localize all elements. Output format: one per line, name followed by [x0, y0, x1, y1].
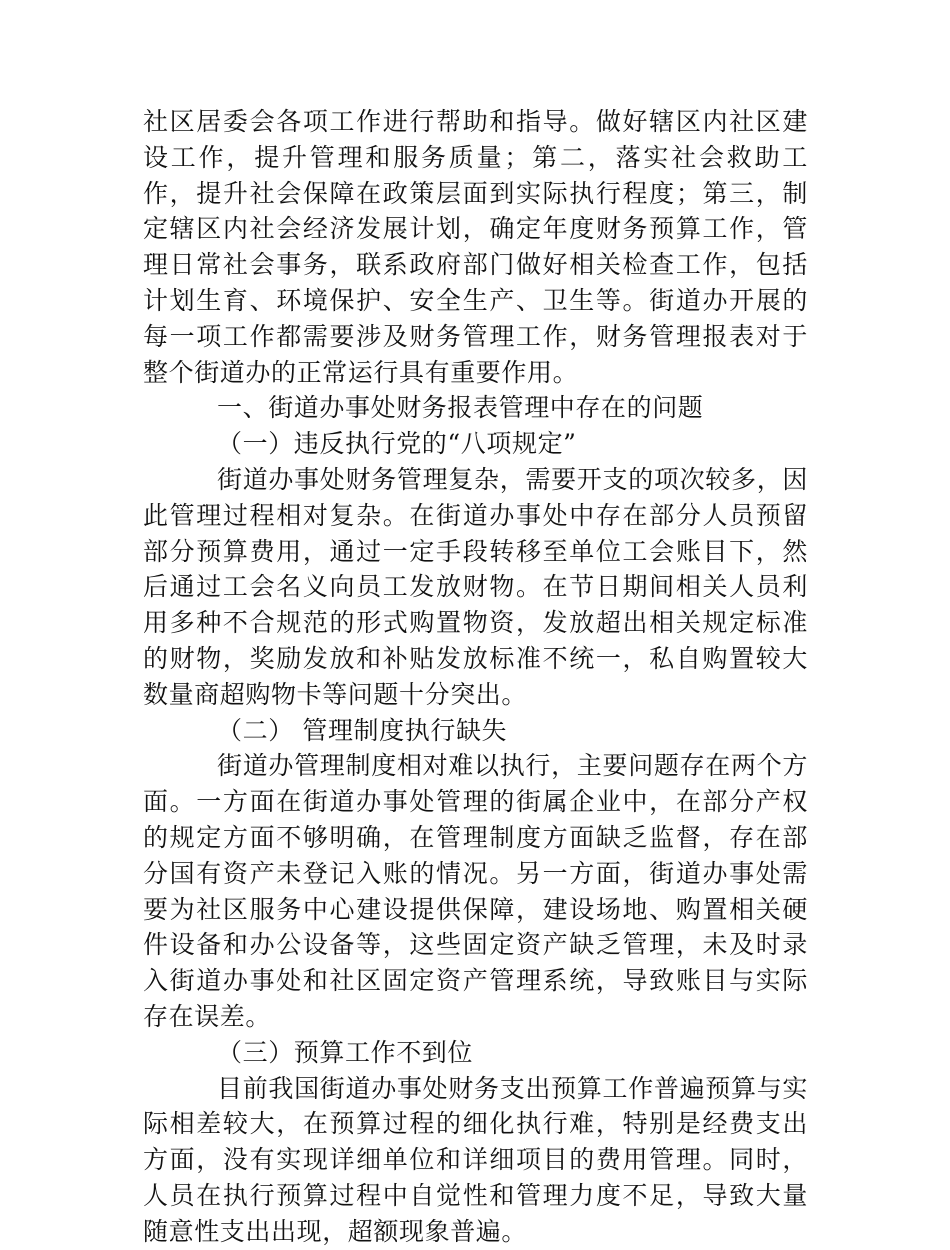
paragraph-budget: 目前我国街道办事处财务支出预算工作普遍预算与实际相差较大，在预算过程的细化执行难，特别是经费支出方面，没有实现详细单位和详细项目的费用管理。同时，人员在执行预算过程中自觉性和管理力度不足，导致大量随意性支出出现，超额现象普遍。 — [143, 1073, 808, 1246]
document-body — [143, 104, 808, 1250]
subheading-eight-rules: （一）违反执行党的“八项规定” — [217, 429, 577, 459]
paragraph-eight-rules: 街道办事处财务管理复杂，需要开支的项次较多，因此管理过程相对复杂。在街道办事处中存在部分人员预留部分预算费用，通过一定手段转移至单位工会账目下，然后通过工会名义向员工发放财物。在节日期间相关人员利用多种不合规范的形式购置物资，发放超出相关规定标准的财物，奖励发放和补贴发放标准不统一，私自购置较大数量商超购物卡等问题十分突出。 — [143, 464, 808, 709]
subheading-budget: （三）预算工作不到位 — [217, 1037, 474, 1067]
paragraph-system-execution: 街道办管理制度相对难以执行，主要问题存在两个方面。一方面在街道办事处管理的街属企业中，在部分产权的规定方面不够明确，在管理制度方面缺乏监督，存在部分国有资产未登记入账的情况。另一方面，街道办事处需要为社区服务中心建设提供保障，建设场地、购置相关硬件设备和办公设备等，这些固定资产缺乏管理，未及时录入街道办事处和社区固定资产管理系统，导致账目与实际存在误差。 — [143, 751, 808, 1031]
section-heading-problems: 一、街道办事处财务报表管理中存在的问题 — [217, 393, 704, 423]
subheading-system-execution: （二） 管理制度执行缺失 — [217, 715, 508, 745]
paragraph-community-work: 社区居委会各项工作进行帮助和指导。做好辖区内社区建设工作，提升管理和服务质量；第二，落实社会救助工作，提升社会保障在政策层面到实际执行程度；第三，制定辖区内社会经济发展计划，确定年度财务预算工作，管理日常社会事务，联系政府部门做好相关检查工作，包括计划生育、环境保护、安全生产、卫生等。街道办开展的每一项工作都需要涉及财务管理工作，财务管理报表对于整个街道办的正常运行具有重要作用。 — [143, 107, 808, 387]
